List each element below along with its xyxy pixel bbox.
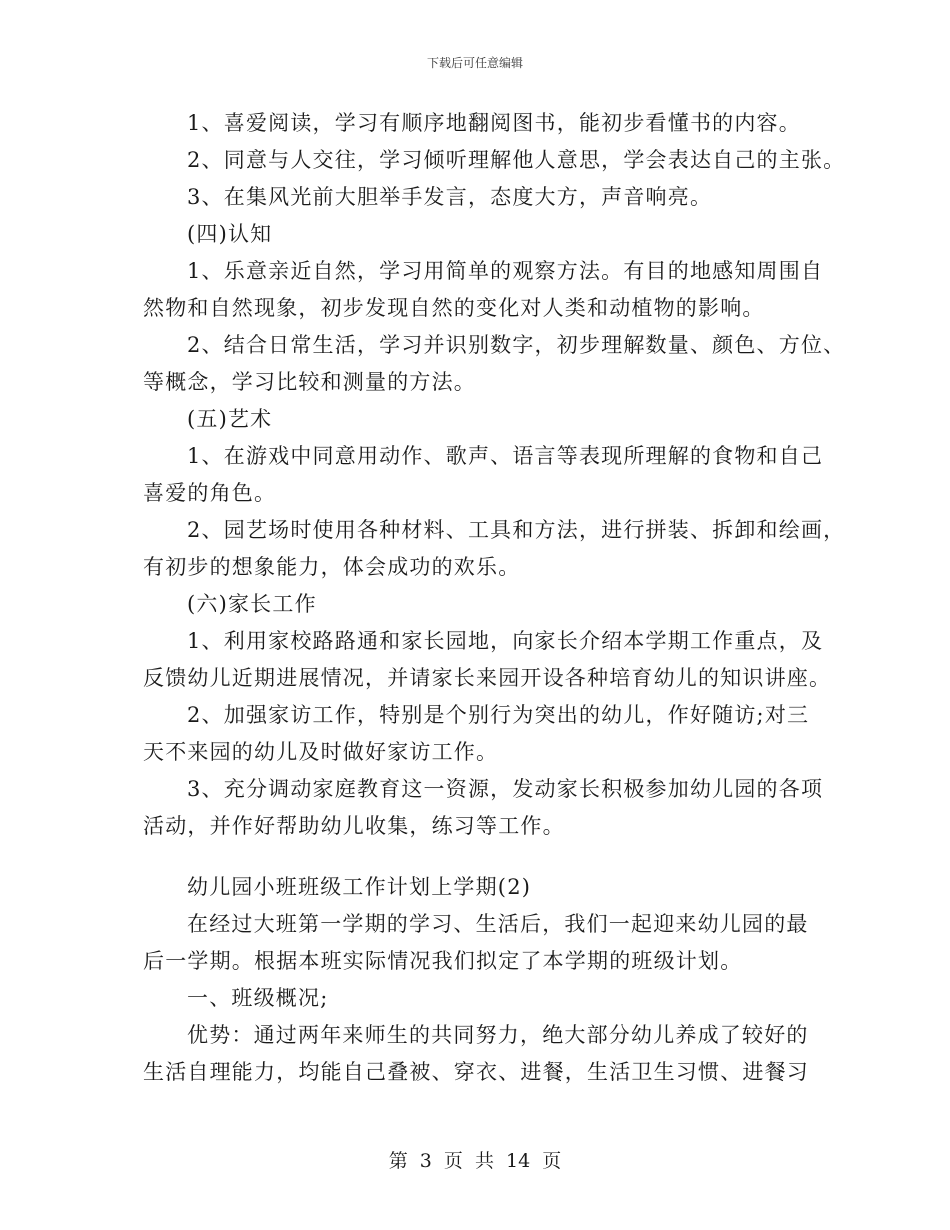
paragraph-line: 等概念，学习比较和测量的方法。 (143, 370, 476, 394)
paragraph-line: 后一学期。根据本班实际情况我们拟定了本学期的班级计划。 (143, 949, 743, 973)
header-note: 下载后可任意编辑 (426, 56, 523, 70)
footer-label-page: 第 (388, 1150, 408, 1172)
paragraph-line: 在经过大班第一学期的学习、生活后，我们一起迎来幼儿园的最 (187, 912, 809, 936)
section-heading-cognition: (四)认知 (187, 222, 273, 246)
paragraph-line: 活动，并作好帮助幼儿收集，练习等工作。 (143, 814, 565, 838)
section-gap (143, 845, 823, 869)
paragraph-line: 2、加强家访工作，特别是个别行为突出的幼儿，作好随访;对三 (187, 703, 810, 727)
paragraph-line: 天不来园的幼儿及时做好家访工作。 (143, 740, 499, 764)
paragraph-line: 然物和自然现象，初步发现自然的变化对人类和动植物的影响。 (143, 296, 765, 320)
paragraph-line: 生活自理能力，均能自己叠被、穿衣、进餐，生活卫生习惯、进餐习 (143, 1060, 809, 1084)
section-heading-parents: (六)家长工作 (187, 592, 317, 616)
current-page-number: 3 (419, 1150, 432, 1172)
section-heading-class-overview: 一、班级概况; (187, 986, 329, 1010)
section-heading-art: (五)艺术 (187, 407, 273, 431)
paragraph-line: 喜爱的角色。 (143, 481, 277, 505)
paragraph-line: 1、喜爱阅读，学习有顺序地翻阅图书，能初步看懂书的内容。 (187, 111, 801, 135)
paragraph-line: 3、在集风光前大胆举手发言，态度大方，声音响亮。 (187, 185, 713, 209)
paragraph-line: 2、结合日常生活，学习并识别数字，初步理解数量、颜色、方位、 (187, 333, 846, 357)
page-footer (0, 1146, 950, 1173)
paragraph-line: 优势：通过两年来师生的共同努力，绝大部分幼儿养成了较好的 (187, 1023, 809, 1047)
paragraph-line: 2、园艺场时使用各种材料、工具和方法，进行拼装、拆卸和绘画， (187, 518, 846, 542)
total-pages-number: 14 (506, 1150, 531, 1172)
paragraph-line: 1、在游戏中同意用动作、歌声、语言等表现所理解的食物和自己 (187, 444, 824, 468)
paragraph-line: 3、充分调动家庭教育这一资源，发动家长积极参加幼儿园的各项 (187, 777, 824, 801)
paragraph-line: 1、乐意亲近自然，学习用简单的观察方法。有目的地感知周围自 (187, 259, 824, 283)
footer-label-total: 共 (474, 1150, 494, 1172)
paragraph-line: 1、利用家校路路通和家长园地，向家长介绍本学期工作重点，及 (187, 629, 824, 653)
footer-label-unit-end: 页 (542, 1150, 562, 1172)
footer-label-unit: 页 (443, 1150, 463, 1172)
paragraph-line: 反馈幼儿近期进展情况，并请家长来园开设各种培育幼儿的知识讲座。 (143, 666, 832, 690)
paragraph-line: 有初步的想象能力，体会成功的欢乐。 (143, 555, 521, 579)
document-body (143, 105, 846, 1091)
paragraph-line: 2、同意与人交往，学习倾听理解他人意思，学会表达自己的主张。 (187, 148, 846, 172)
document-subtitle: 幼儿园小班班级工作计划上学期(2) (187, 875, 532, 899)
